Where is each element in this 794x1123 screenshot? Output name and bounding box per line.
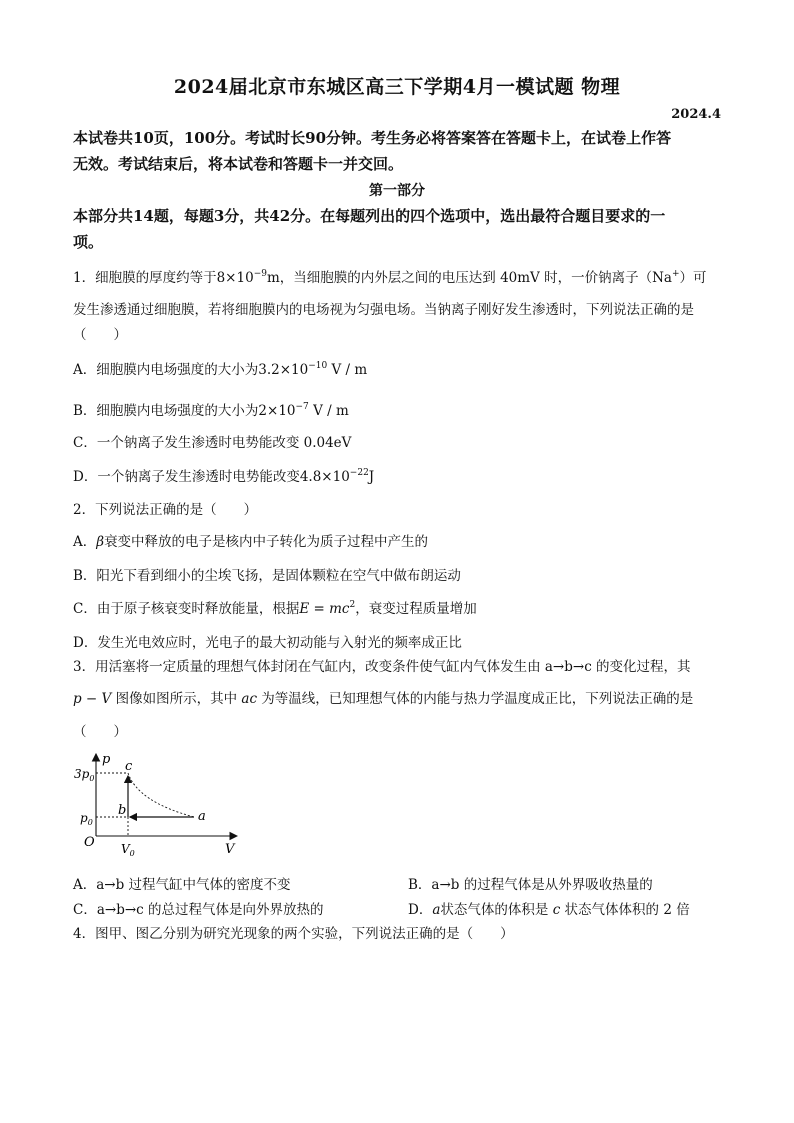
q3-stem-line-2: p − V 图像如图所示，其中 ac 为等温线，已知理想气体的内能与热力学温度成正比，下列说法正确的是 xyxy=(73,691,694,707)
q1-pre: 1．细胞膜的厚度约等于 xyxy=(73,270,217,286)
q1-stem-line-1 xyxy=(73,266,707,286)
exam-date: 2024.4 xyxy=(671,107,721,122)
origin-label: O xyxy=(84,835,95,850)
q3-stem-line-1: 3．用活塞将一定质量的理想气体封闭在气缸内，改变条件使气缸内气体发生由 a→b→c 的变化过程，其 xyxy=(73,659,691,675)
q2-stem: 2．下列说法正确的是（ ） xyxy=(73,502,258,518)
y-tick-p0: $p_0$ xyxy=(80,811,93,827)
p-axis-label: p xyxy=(102,752,111,767)
exam-title: 2024届北京市东城区高三下学期4月一模试题 物理 xyxy=(173,76,621,98)
pv-graph xyxy=(72,750,242,860)
y-tick-3p0: $3p_0$ xyxy=(74,767,95,783)
q2-option-c: C．由于原子核衰变时释放能量，根据$E = mc^2$，衰变过程质量增加 xyxy=(73,600,477,617)
point-b-label: b xyxy=(118,803,127,818)
point-c-label: c xyxy=(125,759,133,774)
q1-option-b: B．细胞膜内电场强度的大小为$2\times 10^{-7}$ V / m xyxy=(73,402,349,419)
point-a-label: a xyxy=(198,809,206,824)
q1-answer-bracket: （ ） xyxy=(73,327,127,343)
q2-option-a: A．β衰变中释放的电子是核内中子转化为质子过程中产生的 xyxy=(73,534,429,550)
section-desc-line-1: 本部分共14题，每题3分，共42分。在每题列出的四个选项中，选出最符合题目要求的一 xyxy=(73,207,666,225)
instruction-line-2: 无效。考试结束后，将本试卷和答题卡一并交回。 xyxy=(73,155,404,173)
section-title: 第一部分 xyxy=(369,183,425,199)
q4-stem: 4．图甲、图乙分别为研究光现象的两个实验，下列说法正确的是（ ） xyxy=(73,926,514,942)
q1-ion: Na+ xyxy=(652,269,680,286)
q1-option-d: D．一个钠离子发生渗透时电势能改变$4.8\times 10^{-22}J$ xyxy=(73,468,375,485)
instruction-line-1: 本试卷共10页，100分。考试时长90分钟。考生务必将答案答在答题卡上，在试卷上作答 xyxy=(73,129,672,147)
section-desc-line-2: 项。 xyxy=(73,233,104,251)
q1-mid: ，当细胞膜的内外层之间的电压达到 40mV 时，一价钠离子（ xyxy=(279,270,653,286)
isotherm-curve xyxy=(128,773,194,817)
beta-symbol: β xyxy=(96,534,105,550)
q1-option-a: A．细胞膜内电场强度的大小为$3.2\times 10^{-10}$ V / m xyxy=(73,361,368,378)
q2-option-b: B．阳光下看到细小的尘埃飞扬，是固体颗粒在空气中做布朗运动 xyxy=(73,568,461,584)
q3-option-d: D．a状态气体的体积是 c 状态气体体积的 2 倍 xyxy=(408,902,690,918)
q3-option-b: B．a→b 的过程气体是从外界吸收热量的 xyxy=(408,877,653,893)
q1-tail: ）可 xyxy=(679,270,707,286)
q3-option-a: A．a→b 过程气缸中气体的密度不变 xyxy=(73,877,291,893)
q1-stem-line-2: 发生渗透通过细胞膜，若将细胞膜内的电场视为匀强电场。当钠离子刚好发生渗透时，下列说法正确的是 xyxy=(73,302,694,318)
x-tick-v0: $V_0$ xyxy=(121,842,135,858)
q1-option-c: C．一个钠离子发生渗透时电势能改变 0.04eV xyxy=(73,435,352,451)
q3-answer-bracket: （ ） xyxy=(73,724,127,740)
q2-option-d: D．发生光电效应时，光电子的最大初动能与入射光的频率成正比 xyxy=(73,635,462,651)
q1-thickness: $8\times 10^{-9}m$ xyxy=(216,269,280,286)
q3-option-c: C．a→b→c 的总过程气体是向外界放热的 xyxy=(73,902,324,918)
v-axis-label: V xyxy=(225,842,235,857)
